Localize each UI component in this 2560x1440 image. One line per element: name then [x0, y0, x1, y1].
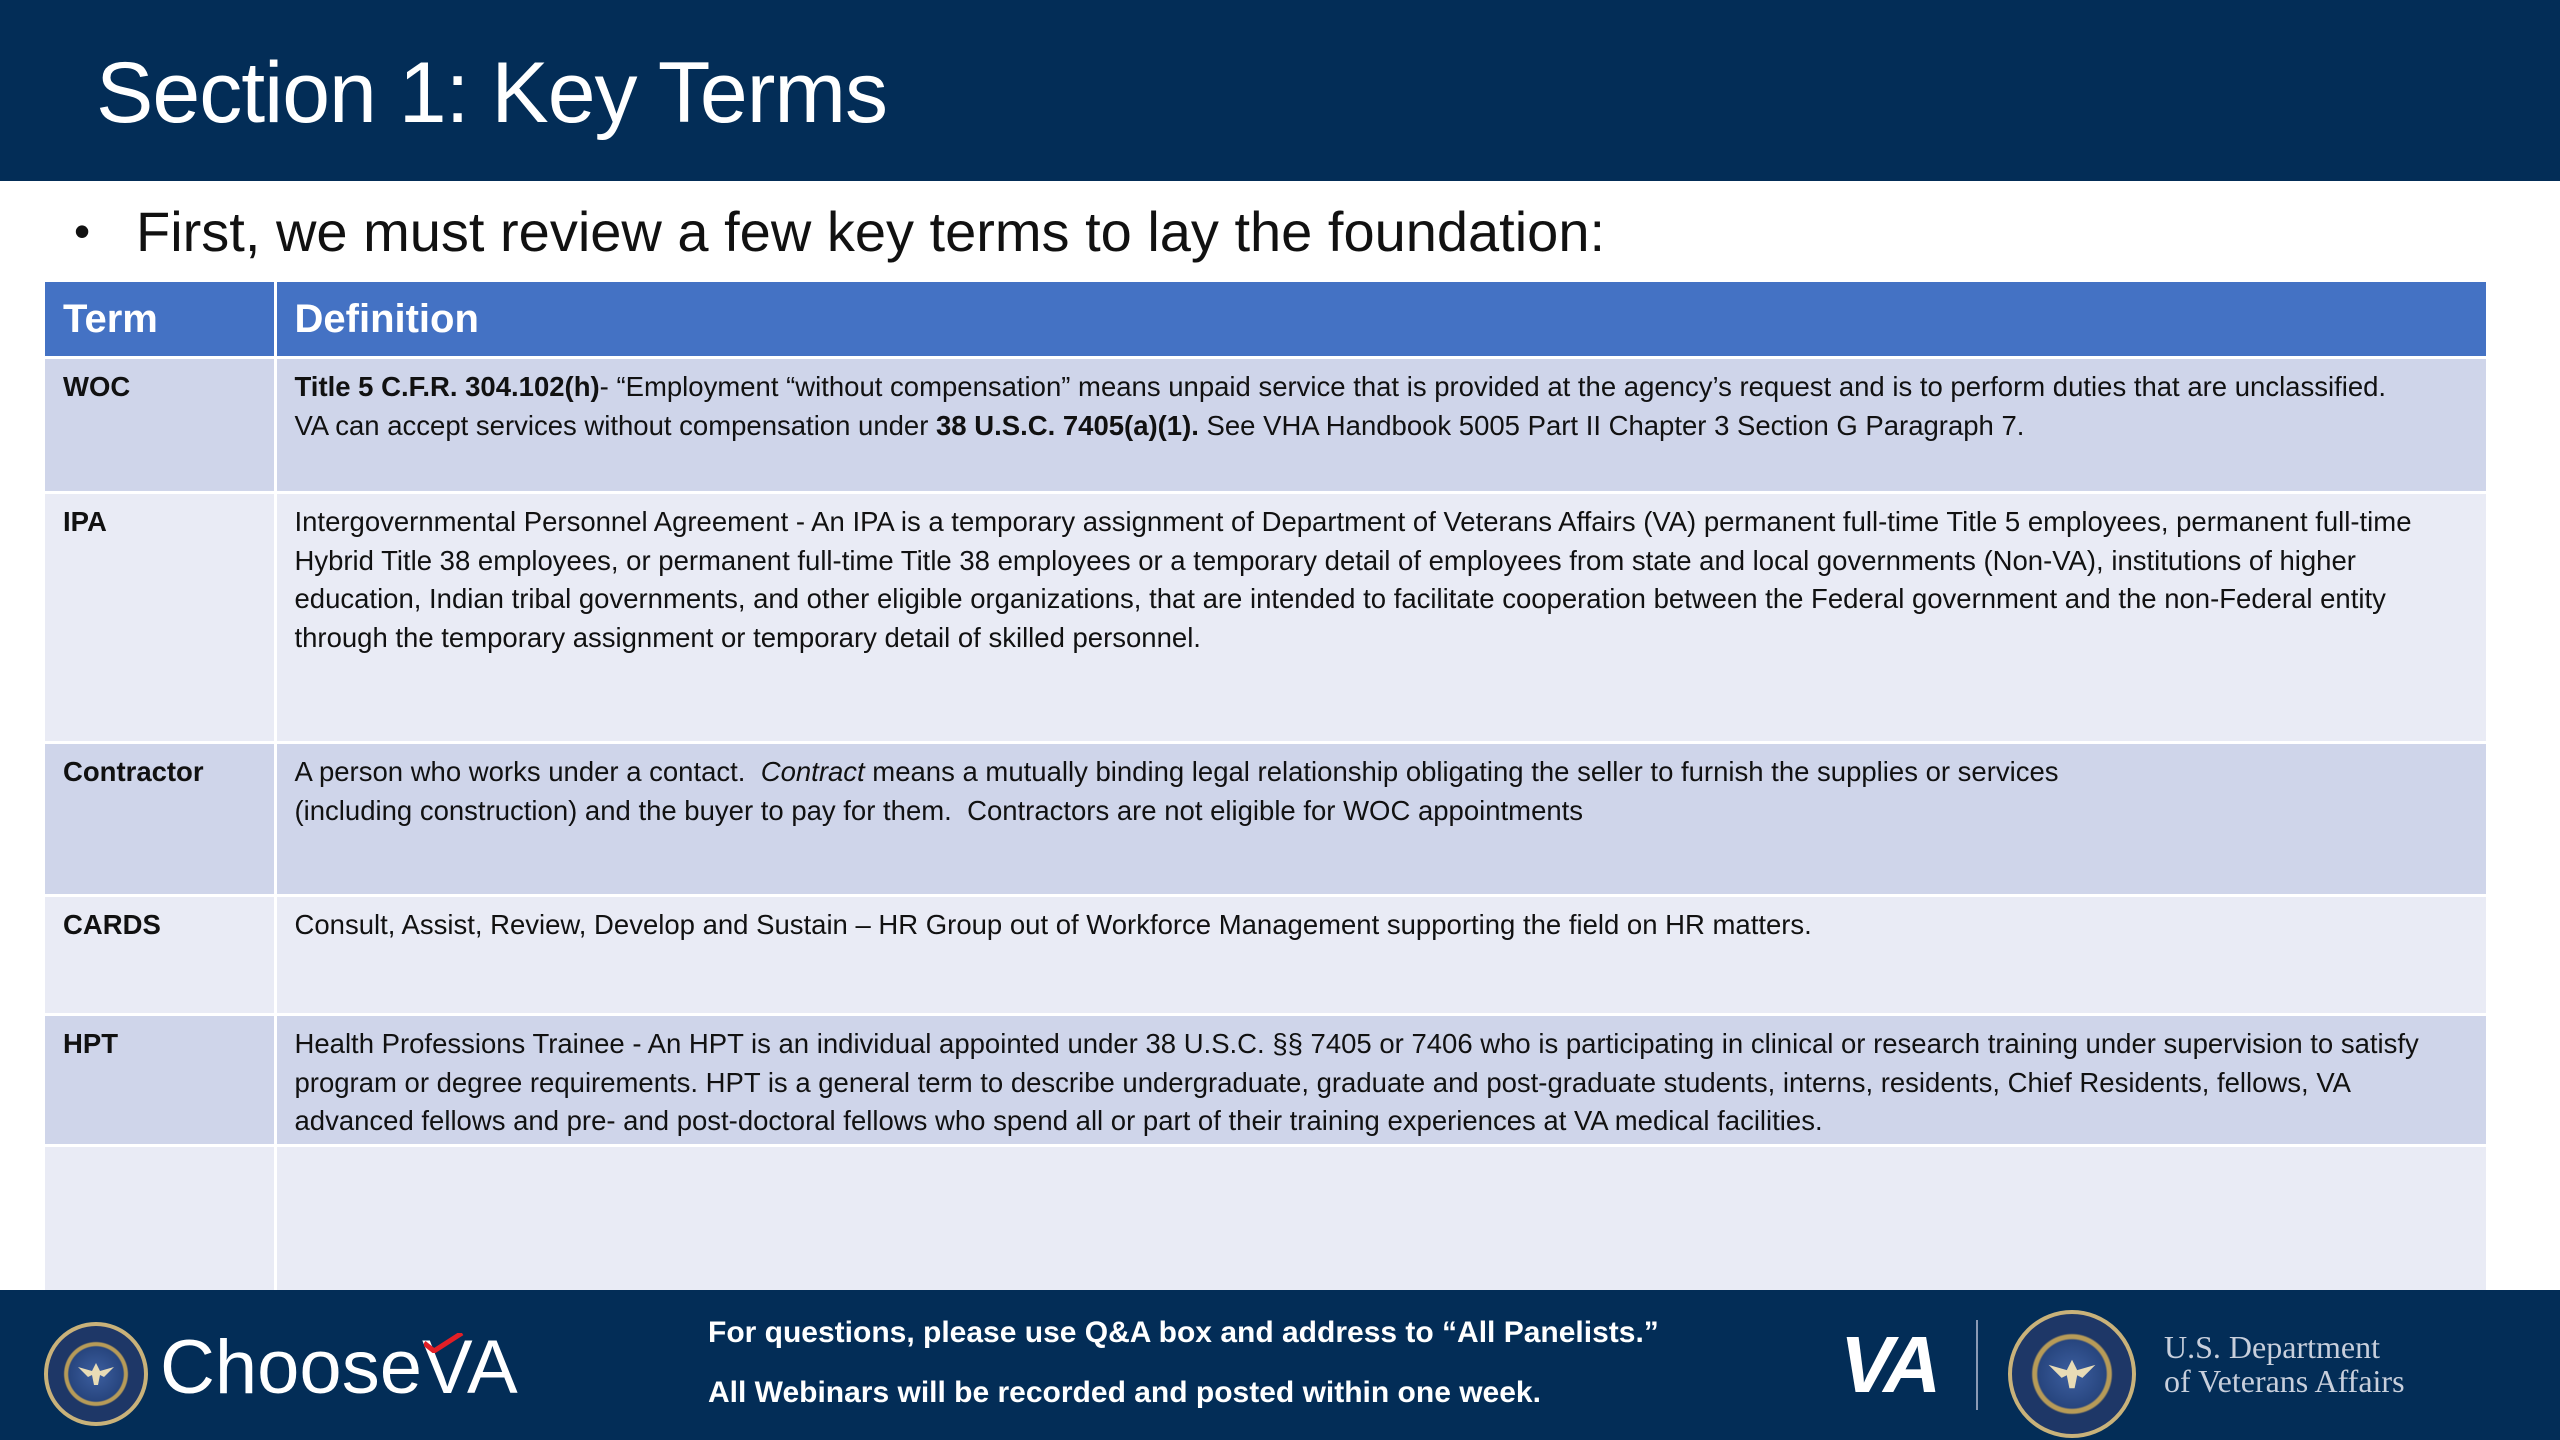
table-row	[45, 1015, 2486, 1146]
table-row	[45, 896, 2486, 1015]
definition-cell	[275, 743, 2486, 896]
slide-title: Section 1: Key Terms	[96, 45, 887, 141]
term-cell: HPT	[45, 1015, 275, 1146]
intro-bullet-text: First, we must review a few key terms to lay the foundation:	[136, 199, 1606, 263]
definition-cell: Consult, Assist, Review, Develop and Sustain – HR Group out of Workforce Management supporting the field on HR matters.	[275, 896, 2486, 1015]
definition-cell: Intergovernmental Personnel Agreement - An IPA is a temporary assignment of Department of Veterans Affairs (VA) permanent full-time Title 5 employees, permanent full-time Hybrid Title 38 employees, or permanent full-time Title 38 employees or a temporary detail of employees from state and local governments (Non-VA), institutions of higher education, Indian tribal governments, and other eligible organizations, that are intended to facilitate cooperation between the Federal government and the non-Federal entity through the temporary assignment or temporary detail of skilled personnel.	[275, 493, 2486, 743]
eagle-icon	[2046, 1354, 2098, 1394]
definition-text: (including construction) and the buyer to pay for them. Contractors are not eligible for WOC appointments	[294, 794, 1584, 826]
table-row	[45, 493, 2486, 743]
definition-bold-citation: Title 5 C.F.R. 304.102(h)	[294, 371, 600, 402]
definition-cell: Health Professions Trainee - An HPT is an individual appointed under 38 U.S.C. §§ 7405 or 7406 who is participating in clinical or research training under supervision to satisfy program or degree requirements. HPT is a general term to describe undergraduate, graduate and post-graduate students, interns, residents, Chief Residents, fellows, VA advanced fellows and pre- and post-doctoral fellows who spend all or part of their training experiences at VA medical facilities.	[275, 1015, 2486, 1146]
intro-bullet	[74, 196, 1605, 266]
table-header-row	[45, 282, 2486, 358]
va-seal-icon	[44, 1322, 148, 1426]
department-name-line1: U.S. Department	[2164, 1329, 2380, 1365]
choose-va-word: Choose	[160, 1325, 422, 1410]
title-bar	[0, 0, 2560, 181]
term-cell: IPA	[45, 493, 275, 743]
va-seal-icon	[2008, 1310, 2136, 1438]
footer-recording-note: All Webinars will be recorded and posted within one week.	[708, 1376, 1541, 1409]
definition-bold-citation: 38 U.S.C. 7405(a)(1).	[936, 409, 1199, 441]
definition-cell	[275, 358, 2486, 493]
footer-question-note: For questions, please use Q&A box and address to “All Panelists.”	[708, 1316, 1659, 1349]
va-checkmark-icon	[424, 1333, 464, 1353]
footer-divider	[1976, 1320, 1978, 1410]
term-cell: CARDS	[45, 896, 275, 1015]
key-terms-table	[45, 282, 2486, 1297]
department-name-line2: of Veterans Affairs	[2164, 1363, 2405, 1399]
choose-va-logo	[160, 1318, 518, 1418]
term-cell: Contractor	[45, 743, 275, 896]
choose-va-va-text: VA	[421, 1325, 518, 1410]
definition-text: means a mutually binding legal relationship obligating the seller to furnish the supplies or services	[864, 756, 2059, 787]
definition-text: - “Employment “without compensation” means unpaid service that is provided at the agency’s request and is to perform duties that are unclassified.	[599, 371, 2387, 402]
header-term: Term	[45, 282, 275, 358]
eagle-icon	[76, 1359, 116, 1389]
table-row	[45, 1146, 2486, 1296]
definition-cell	[275, 1146, 2486, 1296]
definition-text: See VHA Handbook 5005 Part II Chapter 3 Section G Paragraph 7.	[1198, 409, 2025, 441]
choose-va-va	[422, 1325, 518, 1410]
department-name	[2164, 1330, 2405, 1398]
table-row	[45, 358, 2486, 493]
table-row	[45, 743, 2486, 896]
bullet-icon: •	[74, 205, 91, 257]
definition-text: VA can accept services without compensation under	[294, 409, 937, 441]
definition-text: A person who works under a contact.	[294, 756, 761, 787]
term-cell: WOC	[45, 358, 275, 493]
va-logo: VA	[1840, 1320, 1938, 1409]
definition-italic-term: Contract	[760, 756, 865, 787]
term-cell	[45, 1146, 275, 1296]
header-definition: Definition	[275, 282, 2486, 358]
